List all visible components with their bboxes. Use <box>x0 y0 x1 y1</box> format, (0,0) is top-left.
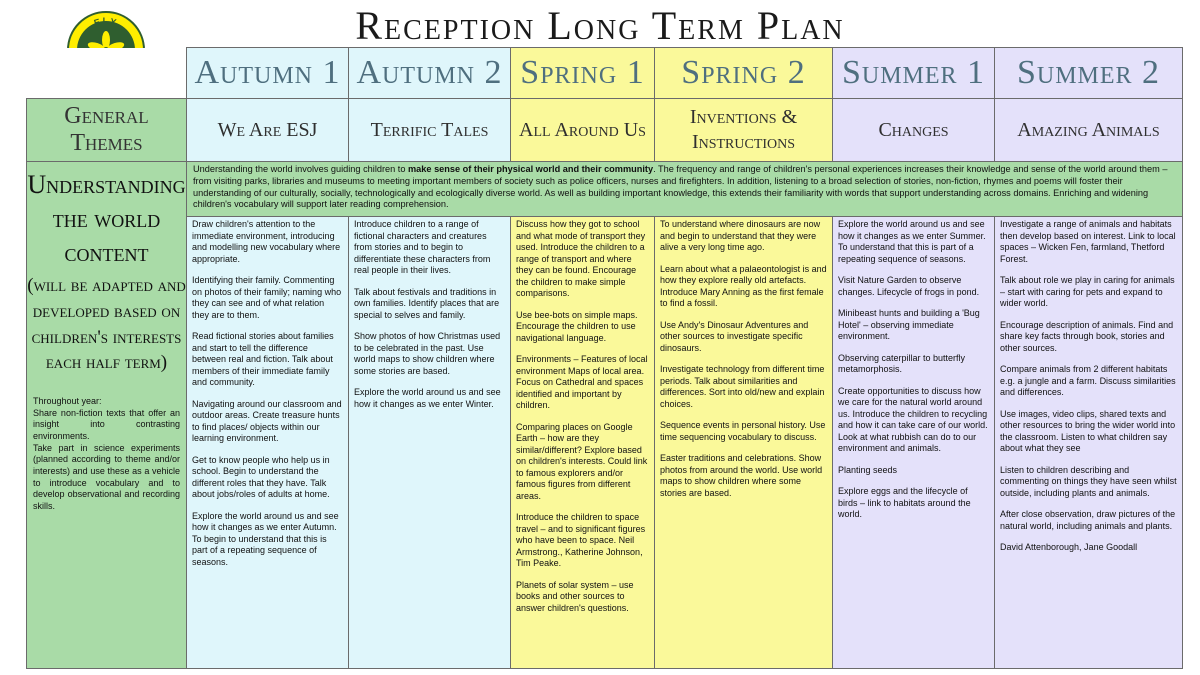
content-paragraph: Show photos of how Christmas used to be celebrated in the past. Use world maps to show children where some stories are based. <box>354 331 501 376</box>
content-paragraph: Talk about role we play in caring for animals – start with caring for pets and expand to wider world. <box>1000 275 1175 309</box>
content-paragraph: Explore the world around us and see how it changes as we enter Winter. <box>354 387 501 409</box>
uw-intro-paragraph <box>187 162 1183 217</box>
content-paragraph: Talk about festivals and traditions in own families. Identify places that are special to selves and family. <box>354 286 500 320</box>
content-spring-1 <box>511 217 655 669</box>
content-paragraph: Encourage description of animals. Find and share key facts through book, stories and other sources. <box>1000 319 1174 353</box>
theme-autumn-1: We Are ESJ <box>187 99 349 162</box>
logo-top-text: ELY <box>92 16 120 29</box>
content-paragraph: Draw children's attention to the immediate environment, introducing and modelling new vocabulary where appropriate. <box>192 219 341 264</box>
year-item: Share non-fiction texts that offer an insight into contrasting environments. <box>33 407 180 442</box>
content-paragraph: After close observation, draw pictures of the natural world, including animals and plants. <box>1000 509 1176 531</box>
content-paragraph: Listen to children describing and commenting on things they have seen whilst outside, including plants and animals. <box>1000 464 1177 498</box>
page-title: Reception Long Term Plan <box>355 3 845 48</box>
content-paragraph: Explore the world around us and see how it changes as we enter Autumn. To begin to understand that this is part of a repeating sequence of seasons. <box>192 510 339 567</box>
content-paragraph: Planting seeds <box>838 464 898 475</box>
general-themes-label: General Themes <box>27 99 187 162</box>
content-paragraph: Navigating around our classroom and outdoor areas. Create treasure hunts to find places/ objects within our learning environment. <box>192 398 342 444</box>
term-header-row <box>27 48 1183 99</box>
term-autumn-1: Autumn 1 <box>187 48 349 99</box>
content-paragraph: Compare animals from 2 different habitats e.g. a jungle and a farm. Discuss similarities and differences. <box>1000 364 1176 398</box>
content-paragraph: Identifying their family. Commenting on photos of their family; naming who they can see and of what relation they are to them. <box>192 275 342 320</box>
year-item: Take part in science experiments (planned according to theme and/or interests) and use these as a vehicle to introduce vocabulary and to develop observational and recording skills. <box>33 442 180 512</box>
term-spring-2: Spring 2 <box>655 48 833 99</box>
long-term-plan-table <box>26 47 1183 669</box>
theme-spring-1: All Around Us <box>511 99 655 162</box>
content-paragraph: Learn about what a palaeontologist is and how they explore really old artefacts. Introduce Mary Anning as the first female to find a fossil. <box>660 263 827 309</box>
understanding-world-heading <box>27 162 187 669</box>
content-spring-2 <box>655 217 833 669</box>
intro-row <box>27 162 1183 217</box>
uw-subtitle: (will be adapted and developed based on children's interests each half term) <box>27 275 186 374</box>
themes-row <box>27 99 1183 162</box>
term-spring-1: Spring 1 <box>511 48 655 99</box>
intro-text-end: . The frequency and range of children's personal experiences increases their knowledge and sense of the world around them – from visiting parks, libraries and museums to meeting important members of society such as police officers, nurses and firefighters. In addition, listening to a broad selection of stories, non-fiction, rhymes and poems will foster their understanding of our culturally, socially, technologically and ecologically diverse world. As well as building important knowledge, this extends their familiarity with words that support understanding across domains. Enriching and widening children's vocabulary will support later reading comprehension. <box>193 164 1168 210</box>
content-paragraph: Planets of solar system – use books and other sources to answer children's questions. <box>516 579 634 613</box>
theme-summer-2: Amazing Animals <box>995 99 1183 162</box>
content-paragraph: Comparing places on Google Earth – how are they similar/different? Explore based on children's interests. Could link to famous explorers and/or famous figures from different areas. <box>516 421 648 501</box>
content-paragraph: Use Andy's Dinosaur Adventures and other sources to investigate specific dinosaurs. <box>660 319 809 353</box>
content-paragraph: Minibeast hunts and building a 'Bug Hotel' – observing immediate environment. <box>838 308 980 342</box>
content-summer-1 <box>833 217 995 669</box>
content-paragraph: Explore eggs and the lifecycle of birds – link to habitats around the world. <box>838 486 971 520</box>
content-paragraph: Easter traditions and celebrations. Show photos from around the world. Use world maps to show children where some stories are based. <box>660 453 823 498</box>
content-paragraph: Get to know people who help us in school. Begin to understand the different roles that they have. Talk about jobs/roles of adults at home. <box>192 454 330 500</box>
content-paragraph: Use bee-bots on simple maps. Encourage the children to use navigational language. <box>516 309 638 343</box>
content-autumn-2 <box>349 217 511 669</box>
content-paragraph: Observing caterpillar to butterfly metamorphosis. <box>838 352 966 375</box>
content-paragraph: David Attenborough, Jane Goodall <box>1000 542 1138 553</box>
theme-spring-2: Inventions & Instructions <box>655 99 833 162</box>
content-paragraph: Environments – Features of local environment Maps of local area. Focus on Cathedral and spaces identified and important by children. <box>516 354 648 411</box>
content-paragraph: Create opportunities to discuss how we care for the natural world around us. Introduce the children to recycling and how it can take care of our world. Look at what rubbish can do to our environment and animals. <box>838 385 988 454</box>
term-summer-2: Summer 2 <box>995 48 1183 99</box>
content-summer-2 <box>995 217 1183 669</box>
content-paragraph: Introduce children to a range of fictional characters and creatures from stories and to begin to differentiate these characters from real people in their lives. <box>354 219 491 276</box>
term-autumn-2: Autumn 2 <box>349 48 511 99</box>
content-paragraph: Visit Nature Garden to observe changes. Lifecycle of frogs in pond. <box>838 275 980 297</box>
content-paragraph: Explore the world around us and see how it changes as we enter Summer. To understand that this is part of a repeating sequence of seasons. <box>838 219 986 264</box>
content-paragraph: To understand where dinosaurs are now and begin to understand that they were alive a very long time ago. <box>660 219 821 253</box>
content-paragraph: Read fictional stories about families and start to tell the difference between real and fiction. Talk about members of their immediate family and community. <box>192 331 334 388</box>
theme-autumn-2: Terrific Tales <box>349 99 511 162</box>
corner-cell <box>27 48 187 99</box>
uw-title: Understanding the world content <box>27 170 186 267</box>
content-paragraph: Investigate a range of animals and habitats then develop based on interest. Link to local spaces – Wicken Fen, farmland, Thetford Forest. <box>1000 219 1176 264</box>
intro-text-bold: make sense of their physical world and their community <box>408 164 654 174</box>
content-paragraph: Investigate technology from different time periods. Talk about similarities and differences. Sort into old/new and explain choices. <box>660 364 825 409</box>
theme-summer-1: Changes <box>833 99 995 162</box>
term-summer-1: Summer 1 <box>833 48 995 99</box>
throughout-year-notes <box>33 396 180 513</box>
content-autumn-1 <box>187 217 349 669</box>
content-paragraph: Use images, video clips, shared texts and other resources to bring the wider world into the classroom. Listen to what children say about what they see <box>1000 408 1176 454</box>
content-paragraph: Introduce the children to space travel – and to significant figures who have been to space. Neil Armstrong., Katherine Johnson, Tim Peake. <box>516 512 646 569</box>
content-paragraph: Discuss how they got to school and what mode of transport they used. Introduce the children to a range of transport and where they can be found. Encourage the children to make simple comparisons. <box>516 219 646 299</box>
throughout-year-label: Throughout year: <box>33 395 102 406</box>
content-row <box>27 217 1183 669</box>
content-paragraph: Sequence events in personal history. Use time sequencing vocabulary to discuss. <box>660 420 826 442</box>
intro-text-start: Understanding the world involves guiding children to <box>193 164 409 174</box>
